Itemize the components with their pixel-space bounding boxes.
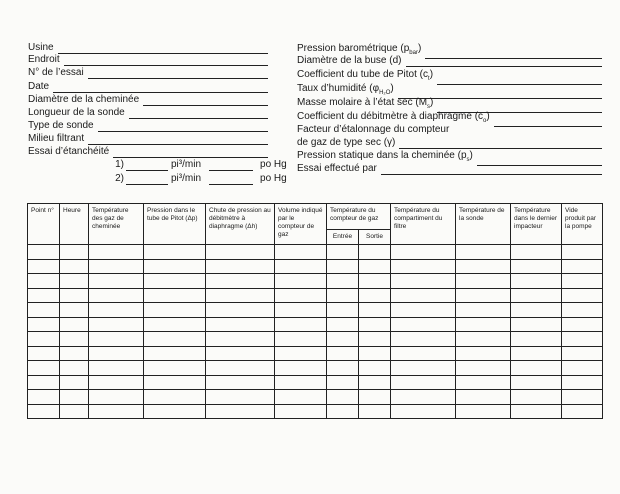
table-cell[interactable] xyxy=(28,361,60,376)
field-probe-type[interactable] xyxy=(28,120,268,132)
table-row xyxy=(28,404,603,419)
table-cell[interactable] xyxy=(275,390,327,405)
table-cell[interactable] xyxy=(60,375,89,390)
leak-vacuum-blank[interactable] xyxy=(209,175,253,185)
header-orifice-pressure-drop: Chute de pression au débitmètre à diaphragme (Δh) xyxy=(206,204,275,245)
table-cell[interactable] xyxy=(456,361,511,376)
table-cell[interactable] xyxy=(28,259,60,274)
label-text: Coefficient du débitmètre à diaphragme (c xyxy=(297,111,484,122)
table-cell[interactable] xyxy=(456,375,511,390)
table-cell[interactable] xyxy=(275,317,327,332)
table-cell[interactable] xyxy=(456,346,511,361)
table-cell[interactable] xyxy=(511,404,562,419)
table-cell[interactable] xyxy=(206,317,275,332)
field-filter-medium[interactable] xyxy=(28,133,268,145)
table-row xyxy=(28,245,603,260)
table-cell[interactable] xyxy=(89,332,144,347)
table-cell[interactable] xyxy=(275,346,327,361)
table-cell[interactable] xyxy=(511,274,562,289)
label-subscript: H₂O xyxy=(379,90,391,96)
table-cell[interactable] xyxy=(60,404,89,419)
header-meter-outlet: Sortie xyxy=(359,230,391,245)
table-cell[interactable] xyxy=(511,303,562,318)
table-cell[interactable] xyxy=(391,245,456,260)
table-cell[interactable] xyxy=(144,390,206,405)
label-subscript: s xyxy=(427,104,431,110)
table-cell[interactable] xyxy=(456,259,511,274)
header-filter-compartment-temp: Température du compartiment du filtre xyxy=(391,204,456,245)
table-cell[interactable] xyxy=(359,303,391,318)
table-cell[interactable] xyxy=(275,288,327,303)
table-row xyxy=(28,346,603,361)
table-cell[interactable] xyxy=(206,288,275,303)
table-cell[interactable] xyxy=(327,259,359,274)
label-text: Coefficient du tube de Pitot (c xyxy=(297,69,429,80)
table-cell[interactable] xyxy=(456,404,511,419)
leak-row-number: 1) xyxy=(115,159,124,170)
field-label: N° de l’essai xyxy=(28,67,84,78)
label-subscript: o xyxy=(483,118,487,124)
table-cell[interactable] xyxy=(275,245,327,260)
header-last-impinger-temp: Température dans le dernier impacteur xyxy=(511,204,562,245)
table-cell[interactable] xyxy=(359,332,391,347)
table-cell[interactable] xyxy=(144,346,206,361)
table-cell[interactable] xyxy=(511,288,562,303)
table-cell[interactable] xyxy=(359,361,391,376)
table-cell[interactable] xyxy=(28,404,60,419)
table-cell[interactable] xyxy=(511,317,562,332)
field-line[interactable] xyxy=(406,57,603,67)
field-line[interactable] xyxy=(399,139,602,149)
label-text: Taux d’humidité (φ xyxy=(297,83,380,94)
table-cell[interactable] xyxy=(391,303,456,318)
table-cell[interactable] xyxy=(275,332,327,347)
table-cell[interactable] xyxy=(327,404,359,419)
field-line[interactable] xyxy=(58,44,268,54)
table-cell[interactable] xyxy=(456,288,511,303)
table-cell[interactable] xyxy=(60,332,89,347)
table-cell[interactable] xyxy=(275,375,327,390)
table-cell[interactable] xyxy=(275,274,327,289)
field-stack-diameter[interactable] xyxy=(28,94,268,106)
table-cell[interactable] xyxy=(144,404,206,419)
table-cell[interactable] xyxy=(511,245,562,260)
label-text: Pression barométrique (p xyxy=(297,43,410,54)
header-meter-inlet: Entrée xyxy=(327,230,359,245)
table-cell[interactable] xyxy=(144,303,206,318)
table-cell[interactable] xyxy=(456,390,511,405)
table-cell[interactable] xyxy=(89,390,144,405)
leak-vacuum-unit: po Hg xyxy=(260,173,287,184)
table-row xyxy=(28,361,603,376)
table-cell[interactable] xyxy=(89,346,144,361)
table-cell[interactable] xyxy=(562,375,603,390)
field-usine[interactable] xyxy=(28,42,268,54)
field-label: Date xyxy=(28,81,50,92)
table-cell[interactable] xyxy=(327,361,359,376)
table-cell[interactable] xyxy=(89,404,144,419)
field-test-performed-by[interactable] xyxy=(297,163,602,175)
table-cell[interactable] xyxy=(562,332,603,347)
table-cell[interactable] xyxy=(359,404,391,419)
table-cell[interactable] xyxy=(206,346,275,361)
table-row xyxy=(28,259,603,274)
table-row xyxy=(28,303,603,318)
table-cell[interactable] xyxy=(28,346,60,361)
table-cell[interactable] xyxy=(327,375,359,390)
field-label: Diamètre de la cheminée xyxy=(28,94,140,105)
label-end: ) xyxy=(486,111,490,122)
table-cell[interactable] xyxy=(144,332,206,347)
table-cell[interactable] xyxy=(391,390,456,405)
table-cell[interactable] xyxy=(60,346,89,361)
table-cell[interactable] xyxy=(327,303,359,318)
header-gas-meter-temp: Température du compteur de gaz xyxy=(327,204,391,230)
table-cell[interactable] xyxy=(359,390,391,405)
table-cell[interactable] xyxy=(327,346,359,361)
field-date[interactable] xyxy=(28,81,268,93)
table-cell[interactable] xyxy=(391,274,456,289)
field-label: Usine xyxy=(28,42,54,53)
field-label: Diamètre de la buse (d) xyxy=(297,55,402,66)
table-cell[interactable] xyxy=(562,404,603,419)
sampling-data-table xyxy=(27,203,603,419)
table-cell[interactable] xyxy=(206,375,275,390)
table-cell[interactable] xyxy=(60,288,89,303)
label-end: ) xyxy=(469,150,473,161)
field-meter-factor[interactable] xyxy=(297,137,602,149)
table-cell[interactable] xyxy=(562,317,603,332)
table-cell[interactable] xyxy=(391,259,456,274)
leak-flow-blank[interactable] xyxy=(126,175,168,185)
table-row xyxy=(28,317,603,332)
table-cell[interactable] xyxy=(60,317,89,332)
table-cell[interactable] xyxy=(391,332,456,347)
table-cell[interactable] xyxy=(144,317,206,332)
table-cell[interactable] xyxy=(562,288,603,303)
table-body xyxy=(28,245,603,419)
table-cell[interactable] xyxy=(206,259,275,274)
table-cell[interactable] xyxy=(359,346,391,361)
field-leak-test[interactable] xyxy=(28,146,268,158)
table-cell[interactable] xyxy=(89,259,144,274)
leak-vacuum-unit: po Hg xyxy=(260,159,287,170)
table-cell[interactable] xyxy=(89,288,144,303)
table-cell[interactable] xyxy=(327,317,359,332)
table-cell[interactable] xyxy=(28,317,60,332)
table-cell[interactable] xyxy=(359,245,391,260)
table-cell[interactable] xyxy=(562,245,603,260)
table-cell[interactable] xyxy=(562,346,603,361)
label-subscript: t xyxy=(428,76,430,82)
header-point: Point n° xyxy=(28,204,60,245)
table-cell[interactable] xyxy=(206,274,275,289)
field-line[interactable] xyxy=(53,83,268,93)
table-cell[interactable] xyxy=(456,332,511,347)
field-nozzle-diameter[interactable] xyxy=(297,55,602,67)
field-line[interactable] xyxy=(88,69,268,79)
table-cell[interactable] xyxy=(456,274,511,289)
field-line[interactable] xyxy=(98,122,268,132)
field-line[interactable] xyxy=(113,148,268,158)
table-cell[interactable] xyxy=(359,375,391,390)
header-pitot-pressure: Pression dans le tube de Pitot (Δp) xyxy=(144,204,206,245)
table-cell[interactable] xyxy=(456,317,511,332)
field-label: Longueur de la sonde xyxy=(28,107,125,118)
table-cell[interactable] xyxy=(562,390,603,405)
table-cell[interactable] xyxy=(60,390,89,405)
table-cell[interactable] xyxy=(60,259,89,274)
table-cell[interactable] xyxy=(89,245,144,260)
table-cell[interactable] xyxy=(144,259,206,274)
table-cell[interactable] xyxy=(562,274,603,289)
table-cell[interactable] xyxy=(144,361,206,376)
table-cell[interactable] xyxy=(511,346,562,361)
table-cell[interactable] xyxy=(206,404,275,419)
table-cell[interactable] xyxy=(28,375,60,390)
table-cell[interactable] xyxy=(327,274,359,289)
table-cell[interactable] xyxy=(144,245,206,260)
table-cell[interactable] xyxy=(89,317,144,332)
table-cell[interactable] xyxy=(275,259,327,274)
table-cell[interactable] xyxy=(275,404,327,419)
table-cell[interactable] xyxy=(359,317,391,332)
table-cell[interactable] xyxy=(89,303,144,318)
table-cell[interactable] xyxy=(456,245,511,260)
table-cell[interactable] xyxy=(206,361,275,376)
field-label: Essai effectué par xyxy=(297,163,377,174)
header-gas-meter-volume: Volume indiqué par le compteur de gaz xyxy=(275,204,327,245)
table-cell[interactable] xyxy=(391,375,456,390)
label-text: Pression statique dans la cheminée (p xyxy=(297,150,467,161)
table-cell[interactable] xyxy=(562,303,603,318)
field-line[interactable] xyxy=(129,109,268,119)
table-cell[interactable] xyxy=(275,303,327,318)
table-cell[interactable] xyxy=(144,274,206,289)
table-cell[interactable] xyxy=(89,375,144,390)
table-cell[interactable] xyxy=(511,259,562,274)
field-line[interactable] xyxy=(143,96,268,106)
table-cell[interactable] xyxy=(327,390,359,405)
table-cell[interactable] xyxy=(60,274,89,289)
table-cell[interactable] xyxy=(60,245,89,260)
label-subscript: bar xyxy=(409,50,418,56)
field-line[interactable] xyxy=(381,165,602,175)
table-cell[interactable] xyxy=(60,361,89,376)
meter-factor-label: Facteur d’étalonnage du compteur xyxy=(297,124,450,135)
table-cell[interactable] xyxy=(327,288,359,303)
table-cell[interactable] xyxy=(359,274,391,289)
field-endroit[interactable] xyxy=(28,54,268,66)
table-cell[interactable] xyxy=(60,303,89,318)
field-label: Milieu filtrant xyxy=(28,133,85,144)
label-end: ) xyxy=(417,43,422,54)
field-label: de gaz de type sec (γ) xyxy=(297,137,396,148)
table-cell[interactable] xyxy=(89,274,144,289)
header-probe-temp: Température de la sonde xyxy=(456,204,511,245)
field-test-number[interactable] xyxy=(28,67,268,79)
table-cell[interactable] xyxy=(391,288,456,303)
table-cell[interactable] xyxy=(391,404,456,419)
table-cell[interactable] xyxy=(359,259,391,274)
table-cell[interactable] xyxy=(562,259,603,274)
table-cell[interactable] xyxy=(28,288,60,303)
table-cell[interactable] xyxy=(206,303,275,318)
table-row xyxy=(28,332,603,347)
field-label: Type de sonde xyxy=(28,120,94,131)
table-cell[interactable] xyxy=(391,317,456,332)
table-cell[interactable] xyxy=(28,303,60,318)
table-cell[interactable] xyxy=(28,332,60,347)
header-time: Heure xyxy=(60,204,89,245)
leak-row-2 xyxy=(110,173,287,185)
header-pump-vacuum: Vide produit par la pompe xyxy=(562,204,603,245)
table-cell[interactable] xyxy=(511,375,562,390)
leak-flow-unit: pi³/min xyxy=(171,173,202,184)
table-cell[interactable] xyxy=(391,361,456,376)
table-cell[interactable] xyxy=(327,245,359,260)
table-cell[interactable] xyxy=(206,332,275,347)
label-end: ) xyxy=(430,97,434,108)
table-cell[interactable] xyxy=(359,288,391,303)
field-label: Essai d’étanchéité xyxy=(28,146,110,157)
table-cell[interactable] xyxy=(327,332,359,347)
table-row xyxy=(28,390,603,405)
table-cell[interactable] xyxy=(28,245,60,260)
leak-flow-unit: pi³/min xyxy=(171,159,202,170)
leak-row-1 xyxy=(110,159,287,171)
leak-vacuum-blank[interactable] xyxy=(209,161,253,171)
label-end: ) xyxy=(429,69,434,80)
table-cell[interactable] xyxy=(511,390,562,405)
label-end: ) xyxy=(390,83,394,94)
table-cell[interactable] xyxy=(206,245,275,260)
table-cell[interactable] xyxy=(206,390,275,405)
field-probe-length[interactable] xyxy=(28,107,268,119)
table-cell[interactable] xyxy=(456,303,511,318)
field-line[interactable] xyxy=(494,117,602,127)
table-cell[interactable] xyxy=(28,274,60,289)
field-label: Endroit xyxy=(28,54,60,65)
label-text: Masse molaire à l’état sec (M xyxy=(297,97,428,108)
leak-flow-blank[interactable] xyxy=(126,161,168,171)
table-cell[interactable] xyxy=(391,346,456,361)
table-row xyxy=(28,375,603,390)
table-cell[interactable] xyxy=(511,332,562,347)
table-row xyxy=(28,274,603,289)
table-cell[interactable] xyxy=(89,361,144,376)
field-line[interactable] xyxy=(88,135,268,145)
table-cell[interactable] xyxy=(562,361,603,376)
field-line[interactable] xyxy=(64,56,268,66)
table-cell[interactable] xyxy=(511,361,562,376)
table-cell[interactable] xyxy=(144,375,206,390)
table-cell[interactable] xyxy=(275,361,327,376)
table-cell[interactable] xyxy=(144,288,206,303)
label-subscript: s xyxy=(466,157,470,163)
table-row xyxy=(28,288,603,303)
leak-row-number: 2) xyxy=(115,173,124,184)
header-stack-gas-temp: Température des gaz de cheminée xyxy=(89,204,144,245)
table-cell[interactable] xyxy=(28,390,60,405)
